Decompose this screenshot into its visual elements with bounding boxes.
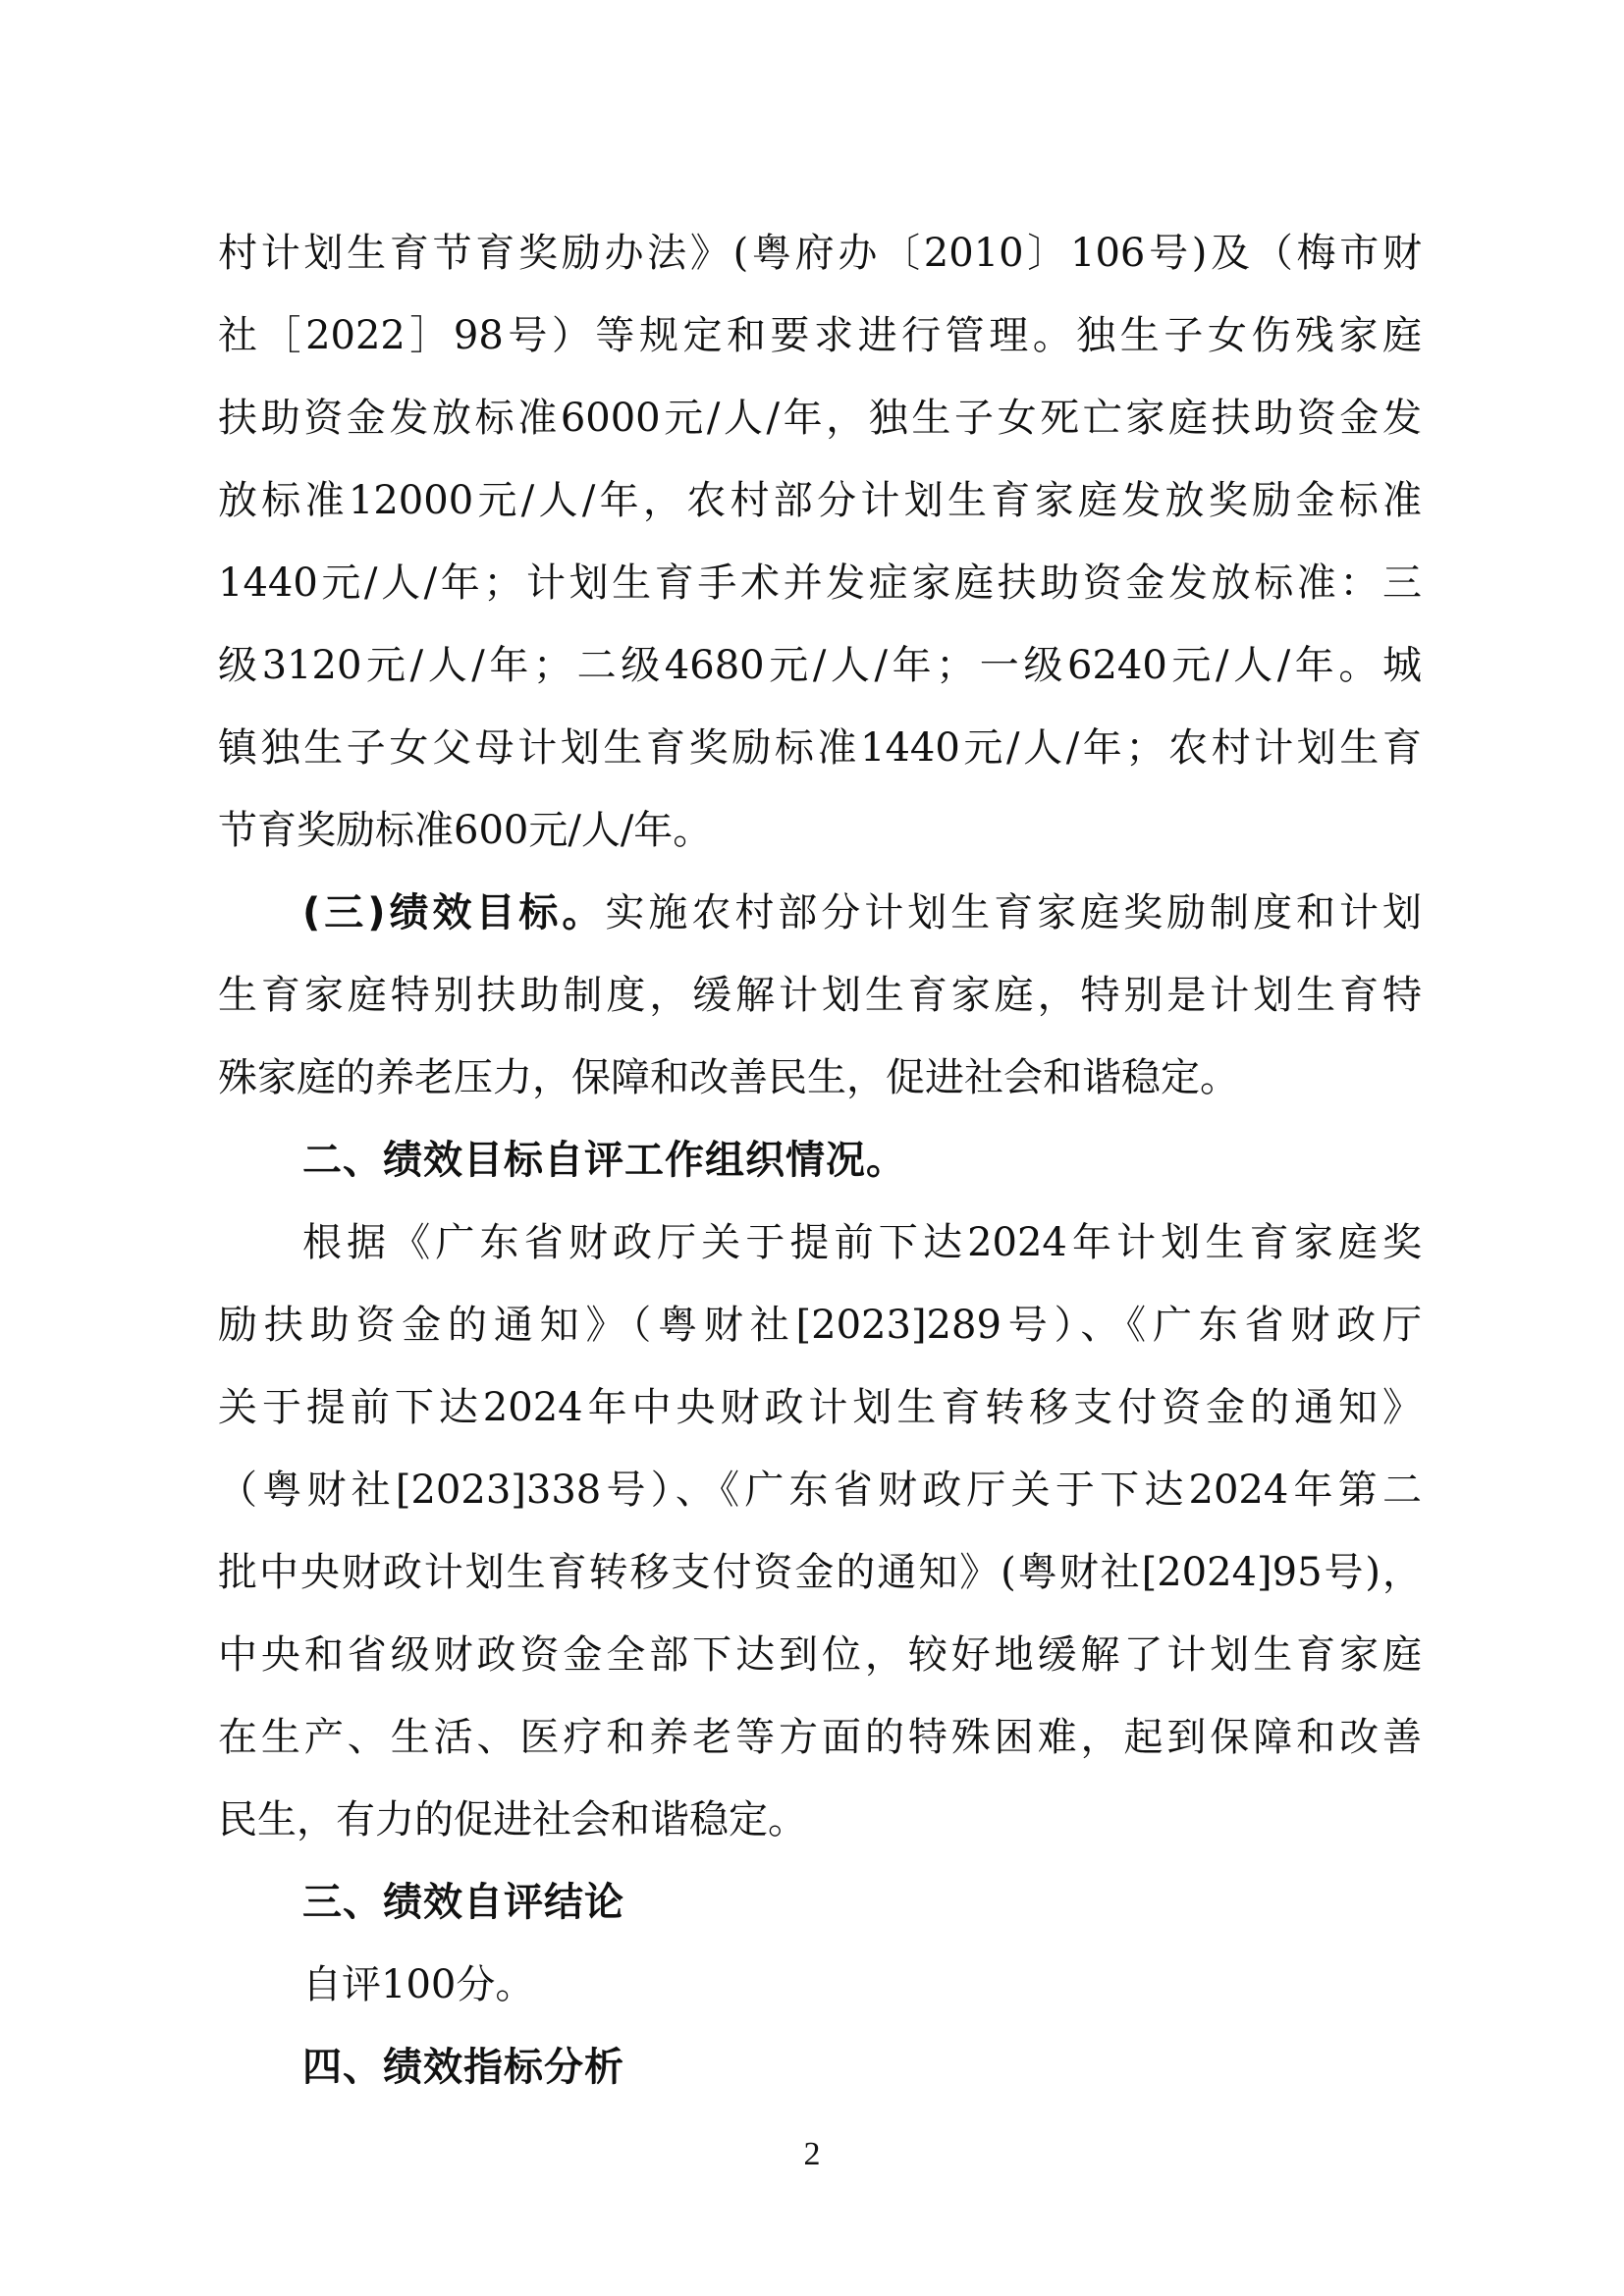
text-line: 村计划生育节育奖励办法》(粤府办〔2010〕106号)及（梅市财: [218, 231, 1422, 276]
text-line: 批中央财政计划生育转移支付资金的通知》(粤财社[2024]95号)，: [218, 1550, 1422, 1595]
text-line: 生育家庭特别扶助制度，缓解计划生育家庭，特别是计划生育特: [218, 973, 1422, 1018]
text-line: 殊家庭的养老压力，保障和改善民生，促进社会和谐稳定。: [218, 1055, 1239, 1100]
text-line: 1440元/人/年；计划生育手术并发症家庭扶助资金发放标准：三: [218, 561, 1422, 606]
text-line: 扶助资金发放标准6000元/人/年，独生子女死亡家庭扶助资金发: [218, 396, 1422, 441]
paragraph-performance-goal: [218, 872, 1422, 1119]
text-line: 节育奖励标准600元/人/年。: [218, 808, 713, 853]
text-span: 实施农村部分计划生育家庭奖励制度和计划: [605, 890, 1423, 935]
text-line: （粤财社[2023]338号）、《广东省财政厅关于下达2024年第二: [218, 1468, 1422, 1513]
text-line: [218, 872, 1422, 954]
text-line: 社［2022］98号）等规定和要求进行管理。独生子女伤残家庭: [218, 313, 1422, 358]
text-line: 励扶助资金的通知》（粤财社[2023]289号）、《广东省财政厅: [218, 1303, 1422, 1348]
section-label: (三)绩效目标。: [302, 890, 606, 935]
paragraph-self-evaluation-organization: [218, 1201, 1422, 1861]
text-line: 在生产、生活、医疗和养老等方面的特殊困难，起到保障和改善: [218, 1715, 1422, 1760]
section-heading: 四、绩效指标分析: [302, 2045, 624, 2090]
text-line: 中央和省级财政资金全部下达到位，较好地缓解了计划生育家庭: [218, 1632, 1422, 1678]
text-line-self-score: 自评100分。: [302, 1962, 535, 2007]
text-line: 镇独生子女父母计划生育奖励标准1440元/人/年；农村计划生育: [218, 725, 1422, 771]
text-line: 级3120元/人/年；二级4680元/人/年；一级6240元/人/年。城: [218, 643, 1422, 688]
text-line: 关于提前下达2024年中央财政计划生育转移支付资金的通知》: [218, 1385, 1422, 1430]
text-line: 放标准12000元/人/年，农村部分计划生育家庭发放奖励金标准: [218, 478, 1422, 523]
document-page: [218, 212, 1422, 2109]
text-line: 民生，有力的促进社会和谐稳定。: [218, 1797, 807, 1842]
page-number: 2: [803, 2136, 821, 2172]
paragraph-funding-standards: [218, 212, 1422, 872]
section-heading: 三、绩效自评结论: [302, 1880, 624, 1925]
text-line: 根据《广东省财政厅关于提前下达2024年计划生育家庭奖: [302, 1220, 1422, 1265]
section-heading: 二、绩效目标自评工作组织情况。: [302, 1138, 906, 1183]
